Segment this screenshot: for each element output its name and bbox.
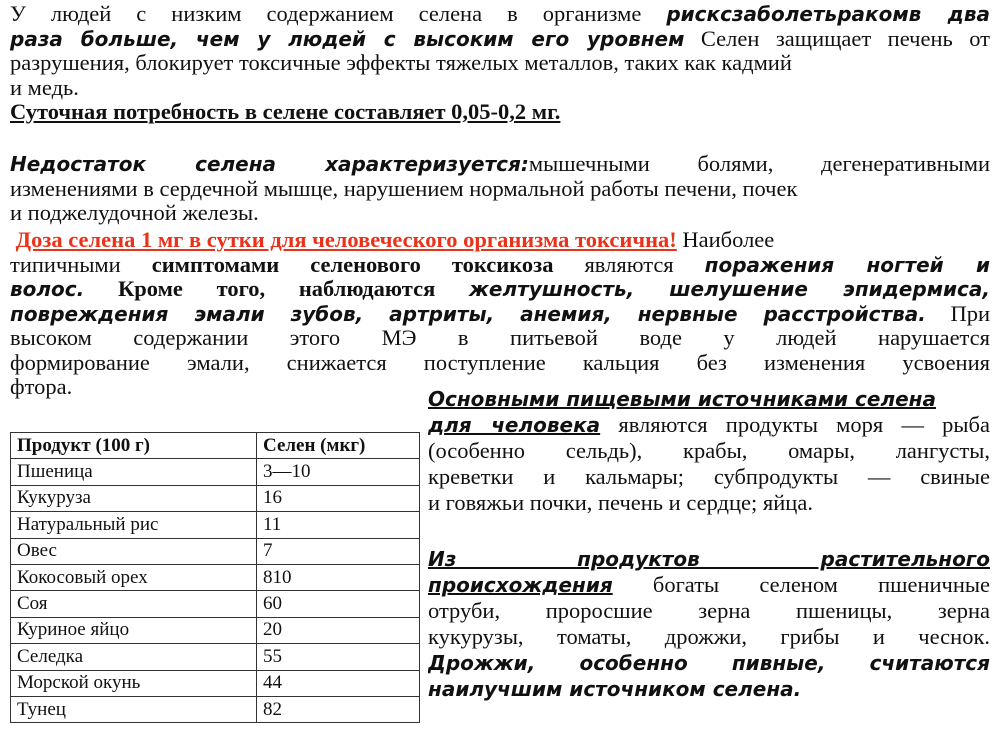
plant-text-2: отруби, проросшие зерна пшеницы, зерна xyxy=(428,598,990,623)
sources-text-4: и говяжьи почки, печень и сердце; яйца. xyxy=(428,490,813,515)
toxicity-paragraph xyxy=(10,228,990,400)
table-cell-value: 7 xyxy=(257,538,420,564)
table-row xyxy=(11,564,420,590)
table-header-selenium: Селен (мкг) xyxy=(257,433,420,459)
table-cell-product: Пшеница xyxy=(11,459,257,485)
table-header-row xyxy=(11,433,420,459)
table-row xyxy=(11,617,420,643)
deficit-text-1: мышечными болями, дегенеративными xyxy=(528,152,990,176)
toxic-text-7: фтора. xyxy=(10,375,73,399)
deficit-text-2: изменениями в сердечной мышце, нарушением нормальной работы печени, почек xyxy=(10,176,798,201)
table-cell-value: 16 xyxy=(257,485,420,511)
table-cell-product: Тунец xyxy=(11,696,257,722)
plant-heading: Из продуктов растительного xyxy=(428,547,990,571)
plant-heading-2: происхождения xyxy=(428,573,613,597)
intro-paragraph xyxy=(10,2,990,100)
toxic-jaundice: желтушность, шелушение эпидермиса, xyxy=(468,277,990,301)
daily-requirement: Суточная потребность в селене составляет 0,05-0,2 мг. xyxy=(10,99,561,124)
sources-text-2: (особенно сельдь), крабы, омары, лангусты, xyxy=(428,438,990,463)
table-cell-value: 82 xyxy=(257,696,420,722)
toxic-enamel: повреждения эмали зубов, артриты, анемия, нервные расстройства. xyxy=(10,301,926,326)
table-row xyxy=(11,459,420,485)
table-cell-value: 55 xyxy=(257,644,420,670)
table-row xyxy=(11,485,420,511)
sources-heading: Основными пищевыми источниками селена xyxy=(428,387,936,411)
table-cell-product: Кокосовый орех xyxy=(11,564,257,590)
table-row xyxy=(11,512,420,538)
intro-text-2: Селен защищает печень от xyxy=(684,26,990,51)
table-row xyxy=(11,696,420,722)
toxic-text-2: типичными xyxy=(10,252,152,277)
table-row xyxy=(11,591,420,617)
table-cell-product: Селедка xyxy=(11,644,257,670)
intro-text-3: разрушения, блокирует токсичные эффекты тяжелых металлов, таких как кадмий xyxy=(10,51,792,75)
table-cell-product: Куриное яйцо xyxy=(11,617,257,643)
table-row xyxy=(11,670,420,696)
table-cell-value: 3—10 xyxy=(257,459,420,485)
toxic-text-4: При xyxy=(925,301,990,326)
toxic-text-3: являются xyxy=(553,252,705,277)
plant-text-3: кукурузы, томаты, дрожжи, грибы и чеснок. xyxy=(428,624,990,649)
deficit-paragraph xyxy=(10,152,990,226)
toxic-text-5: высоком содержании этого МЭ в питьевой воде у людей нарушается xyxy=(10,326,990,350)
table-cell-product: Морской окунь xyxy=(11,670,257,696)
intro-text-4: и медь. xyxy=(10,75,79,100)
sources-text-1: являются продукты моря — рыба xyxy=(600,412,990,437)
sources-paragraph xyxy=(428,386,990,516)
table-header-product: Продукт (100 г) xyxy=(11,433,257,459)
intro-text: У людей с низким содержанием селена в организме xyxy=(10,2,667,26)
sources-heading-2: для человека xyxy=(428,413,601,437)
table-row xyxy=(11,538,420,564)
table-cell-value: 11 xyxy=(257,512,420,538)
plant-text-1: богаты селеном пшеничные xyxy=(612,572,990,597)
table-cell-product: Соя xyxy=(11,591,257,617)
plant-yeast: Дрожжи, особенно пивные, считаются xyxy=(428,651,990,675)
table-cell-value: 810 xyxy=(257,564,420,590)
table-cell-product: Овес xyxy=(11,538,257,564)
selenium-table xyxy=(10,432,420,723)
intro-emphasis-2: раза больше, чем у людей с высоким его уровнем xyxy=(10,26,685,51)
intro-emphasis: рисксзаболетьракомв два xyxy=(666,2,990,26)
plant-best-source: наилучшим источником селена. xyxy=(428,677,802,701)
toxic-text-1: Наиболее xyxy=(676,228,775,252)
table-cell-value: 44 xyxy=(257,670,420,696)
table-cell-product: Кукуруза xyxy=(11,485,257,511)
sources-text-3: креветки и кальмары; субпродукты — свиные xyxy=(428,464,990,489)
toxic-nails: поражения ногтей и xyxy=(704,252,990,277)
table-cell-value: 60 xyxy=(257,591,420,617)
toxic-text-6: формирование эмали, снижается поступление кальция без изменения усвоения xyxy=(10,350,990,375)
plant-sources-paragraph xyxy=(428,546,990,702)
toxic-also: Кроме того, наблюдаются xyxy=(84,277,469,301)
table-row xyxy=(11,644,420,670)
deficit-lead: Недостаток селена характеризуется: xyxy=(10,152,529,176)
toxic-warning: Доза селена 1 мг в сутки для человеческого организма токсична! xyxy=(15,228,677,252)
toxic-symptoms: симптомами селенового токсикоза xyxy=(151,252,554,277)
table-cell-value: 20 xyxy=(257,617,420,643)
toxic-hair: волос. xyxy=(10,277,85,301)
table-cell-product: Натуральный рис xyxy=(11,512,257,538)
deficit-text-3: и поджелудочной железы. xyxy=(10,201,259,225)
